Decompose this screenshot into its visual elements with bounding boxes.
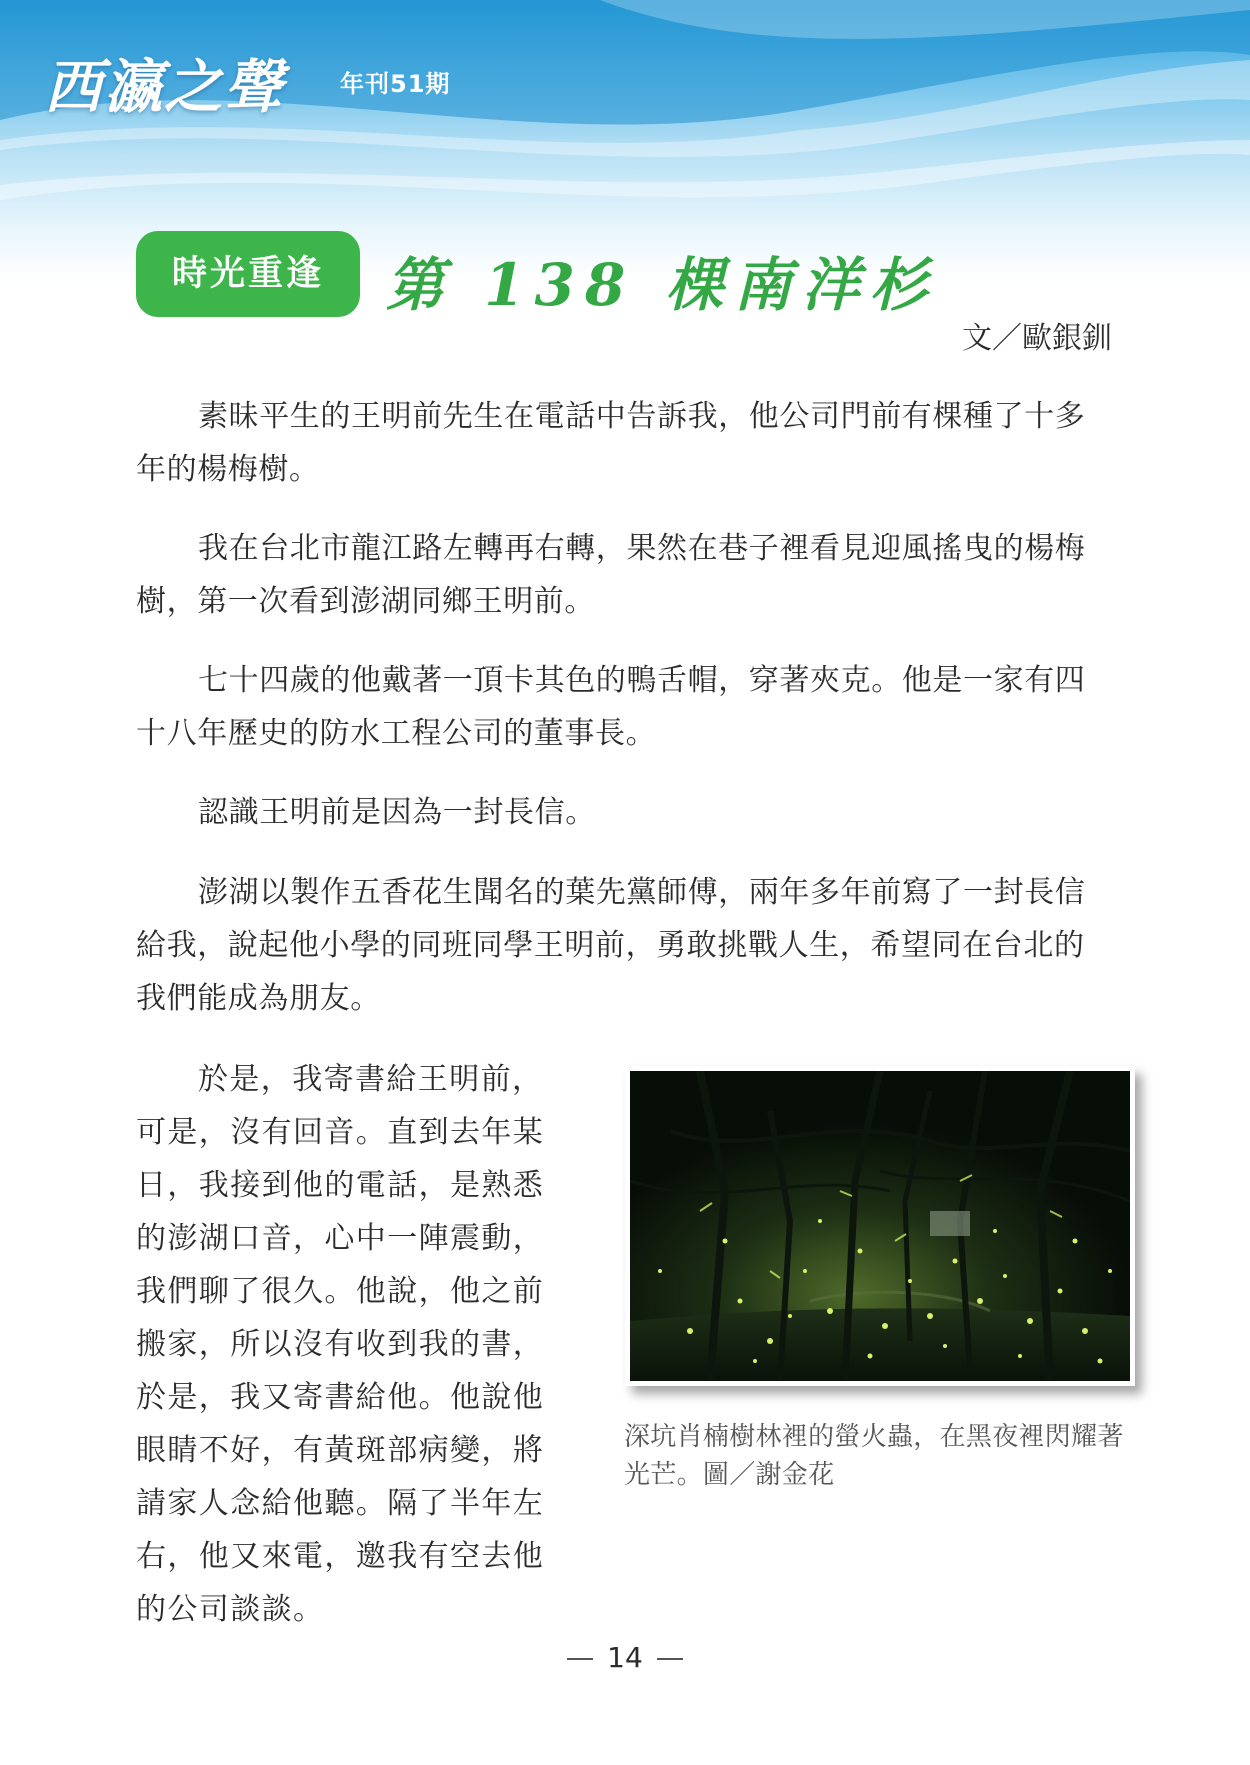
section-badge: 時光重逢 [136,231,360,317]
issue-label: 年刊51期 [340,70,451,98]
firefly-forest-illustration [630,1071,1130,1381]
page-number: 14 [607,1641,643,1674]
firefly-forest-photo [630,1071,1130,1381]
paragraph-4: 認識王明前是因為一封長信。 [198,795,596,830]
magazine-title: 西瀛之聲 [44,53,285,121]
photo-caption: 深坑肖楠樹林裡的螢火蟲，在黑夜裡閃耀著光芒。圖／謝金花 [624,1422,1124,1490]
paragraph-1: 素昧平生的王明前先生在電話中告訴我，他公司門前有棵種了十多年的楊梅樹。 [136,399,1086,487]
firefly-photo-frame [625,1066,1135,1386]
paragraph-2: 我在台北市龍江路左轉再右轉，果然在巷子裡看見迎風搖曳的楊梅樹，第一次看到澎湖同鄉王明前。 [136,531,1086,619]
page-number-dash-left [567,1658,593,1660]
paragraph-3: 七十四歲的他戴著一頂卡其色的鴨舌帽，穿著夾克。他是一家有四十八年歷史的防水工程公司的董事長。 [136,663,1086,751]
page-number-dash-right [657,1658,683,1660]
article-title: 第 138 棵南洋杉 [386,251,938,319]
paragraph-6: 於是，我寄書給王明前，可是，沒有回音。直到去年某日，我接到他的電話，是熟悉的澎湖口音，心中一陣震動，我們聊了很久。他說，他之前搬家，所以沒有收到我的書，於是，我又寄書給他。他說他眼睛不好，有黃斑部病變，將請家人念給他聽。隔了半年左右，他又來電，邀我有空去他的公司談談。 [136,1062,545,1627]
byline: 文／歐銀釧 [962,321,1112,356]
page-number-footer [0,1641,1250,1674]
paragraph-5: 澎湖以製作五香花生聞名的葉先黨師傅，兩年多年前寫了一封長信給我，說起他小學的同班同學王明前，勇敢挑戰人生，希望同在台北的我們能成為朋友。 [136,875,1086,1016]
